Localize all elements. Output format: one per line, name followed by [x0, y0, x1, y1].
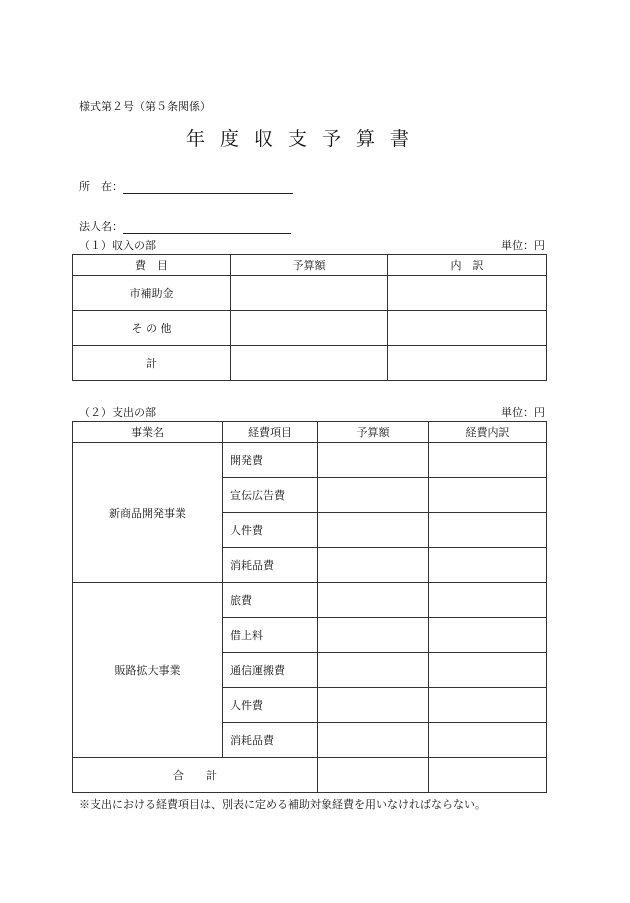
corporation-name-field[interactable]	[79, 218, 291, 234]
income-budget-cell[interactable]	[231, 311, 388, 346]
cost-item-label: 借上料	[223, 618, 318, 653]
expense-total-budget-cell[interactable]	[318, 758, 429, 793]
expense-section-header	[79, 404, 545, 420]
expense-breakdown-cell[interactable]	[429, 583, 547, 618]
expense-total-row	[73, 758, 547, 793]
expense-breakdown-cell[interactable]	[429, 443, 547, 478]
expense-breakdown-cell[interactable]	[429, 653, 547, 688]
income-header-row	[73, 255, 547, 276]
income-unit: 単位：円	[501, 239, 545, 252]
table-row	[73, 443, 547, 478]
expense-total-breakdown-cell[interactable]	[429, 758, 547, 793]
address-label: 所 在：	[79, 180, 123, 193]
expense-breakdown-cell[interactable]	[429, 478, 547, 513]
income-col-budget: 予算額	[231, 255, 388, 276]
expense-breakdown-cell[interactable]	[429, 618, 547, 653]
income-row-label: 市補助金	[73, 276, 231, 311]
expense-unit: 単位：円	[501, 406, 545, 419]
income-row-label: そ の 他	[73, 311, 231, 346]
income-table	[72, 254, 547, 381]
expense-breakdown-cell[interactable]	[429, 723, 547, 758]
cost-item-label: 人件費	[223, 513, 318, 548]
expense-total-label: 合 計	[73, 758, 318, 793]
cost-item-label: 通信運搬費	[223, 653, 318, 688]
expense-col-breakdown: 経費内訳	[429, 422, 547, 443]
cost-item-label: 旅費	[223, 583, 318, 618]
address-underline[interactable]	[123, 181, 293, 194]
expense-breakdown-cell[interactable]	[429, 548, 547, 583]
expense-budget-cell[interactable]	[318, 513, 429, 548]
project-name: 新商品開発事業	[73, 443, 223, 583]
document-title: 年度収支予算書	[186, 128, 425, 150]
cost-item-label: 開発費	[223, 443, 318, 478]
expense-budget-cell[interactable]	[318, 548, 429, 583]
corporation-name-underline[interactable]	[123, 221, 291, 234]
expense-col-budget: 予算額	[318, 422, 429, 443]
income-col-item: 費 目	[73, 255, 231, 276]
corporation-name-label: 法人名：	[79, 220, 123, 233]
expense-budget-cell[interactable]	[318, 443, 429, 478]
income-breakdown-cell[interactable]	[388, 311, 547, 346]
cost-item-label: 人件費	[223, 688, 318, 723]
footnote: ※支出における経費項目は、別表に定める補助対象経費を用いなければならない。	[79, 798, 486, 811]
project-name: 販路拡大事業	[73, 583, 223, 758]
expense-budget-cell[interactable]	[318, 478, 429, 513]
table-row	[73, 276, 547, 311]
income-budget-cell[interactable]	[231, 276, 388, 311]
address-field[interactable]	[79, 178, 293, 194]
expense-budget-cell[interactable]	[318, 688, 429, 723]
expense-budget-cell[interactable]	[318, 723, 429, 758]
expense-breakdown-cell[interactable]	[429, 513, 547, 548]
expense-header-row	[73, 422, 547, 443]
income-budget-cell[interactable]	[231, 346, 388, 381]
income-breakdown-cell[interactable]	[388, 346, 547, 381]
cost-item-label: 消耗品費	[223, 723, 318, 758]
income-breakdown-cell[interactable]	[388, 276, 547, 311]
income-heading: （１）収入の部	[79, 239, 156, 252]
table-row	[73, 583, 547, 618]
expense-breakdown-cell[interactable]	[429, 688, 547, 723]
cost-item-label: 宣伝広告費	[223, 478, 318, 513]
income-section-header	[79, 237, 545, 253]
expense-table	[72, 421, 547, 793]
table-row	[73, 346, 547, 381]
expense-budget-cell[interactable]	[318, 583, 429, 618]
income-row-label: 計	[73, 346, 231, 381]
income-col-breakdown: 内 訳	[388, 255, 547, 276]
expense-col-cost-item: 経費項目	[223, 422, 318, 443]
expense-budget-cell[interactable]	[318, 653, 429, 688]
form-number: 様式第２号（第５条関係）	[79, 100, 211, 113]
expense-heading: （２）支出の部	[79, 406, 156, 419]
expense-budget-cell[interactable]	[318, 618, 429, 653]
cost-item-label: 消耗品費	[223, 548, 318, 583]
table-row	[73, 311, 547, 346]
expense-col-project: 事業名	[73, 422, 223, 443]
